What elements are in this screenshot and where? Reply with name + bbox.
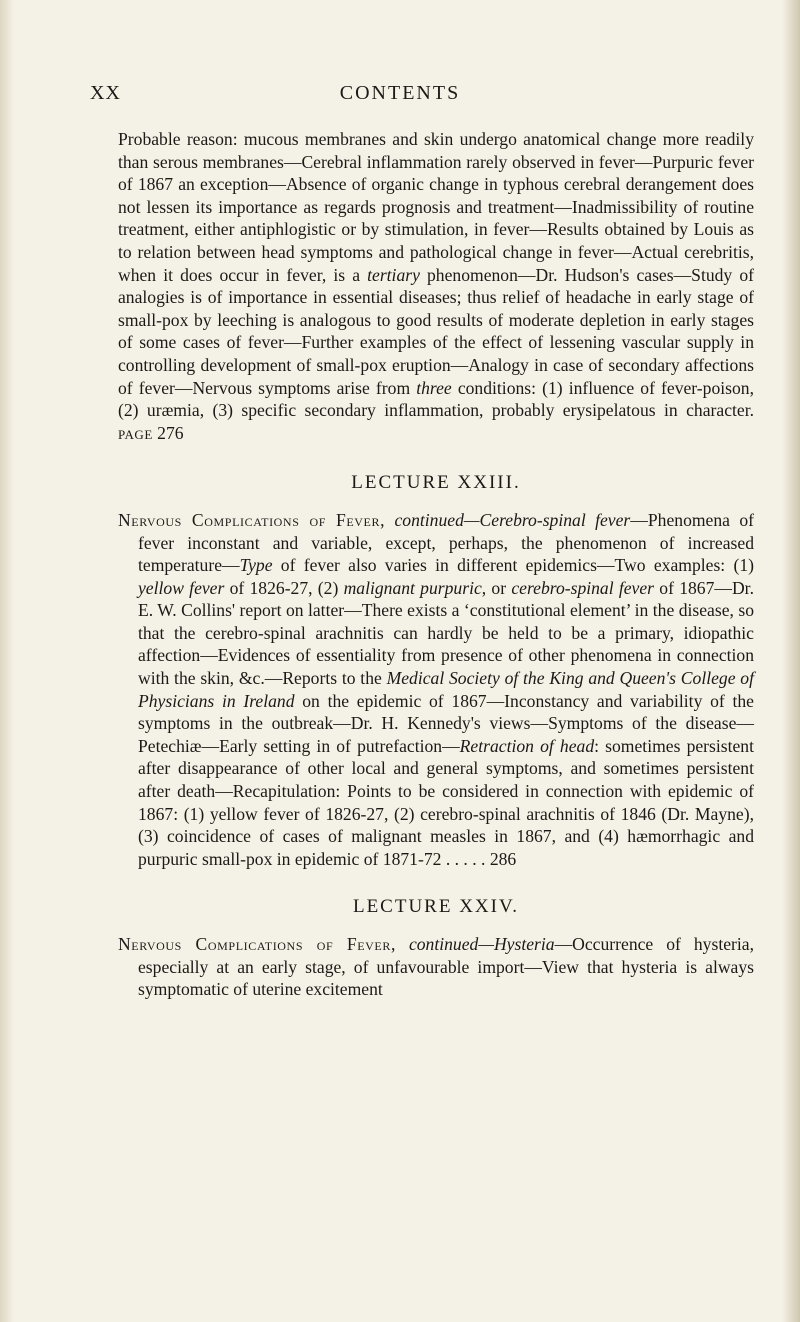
summary-text: —Occurrence of hysteria, especially at an early stage, of unfavourable import—View that hysteria is always symptomatic of uterine excitement [138,934,754,1000]
summary-text: —Phenomena of fever inconstant and variable, except, perhaps, the phenomenon of increased temperature— [138,509,754,576]
page-number: 276 [157,422,184,443]
contents-body [118,128,754,1001]
summary-text: of 1867—Dr. E. W. Collins' report on latter—There exists a ‘constitutional element’ in the disease, so that the cerebro-spinal arachnitis can hardly be held to be a primary, idiopathic affection—Evidences of essentiality from presence of other phenomena in connection with the skin, &c.—Reports to the [138,577,754,689]
lecture-summary [118,933,754,1001]
italic-term: tertiary [367,264,420,285]
italic-term: Retraction of head [459,735,595,756]
italic-term: Medical Society of the King and Queen's College of Physicians in Ireland [138,668,754,711]
paragraph-text: conditions: (1) influence of fever-poison, (2) uræmia, (3) specific secondary inflammation, probably erysipelatous in character. [118,377,754,421]
italic-term: cerebro-spinal fever [511,577,655,598]
italic-term: three [416,377,452,398]
summary-text: : sometimes persistent after disappearance of other local and general symptoms, and sometimes persistent after death—Recapitulation: Points to be considered in connection with epidemic of 1867: (1) yellow fever of 1826-27, (2) cerebro-spinal arachnitis of 1846 (Dr. Mayne), (3) coincidence of cases of malignant measles in 1867, and (4) hæmorrhagic and purpuric small-pox in epidemic of 1871-72 [138,735,754,869]
page-number: 286 [489,848,517,869]
lecture-summary [118,509,754,871]
folio-number: XX [90,82,121,104]
paragraph-text: Probable reason: mucous membranes and skin undergo anatomical change more readily than serous membranes—Cerebral inflammation rarely observed in fever—Purpuric fever of 1867 an exception—Absence of organic change in typhous cerebral derangement does not lessen its importance as regards prognosis and treatment—Inadmissibility of routine treatment, either antiphlogistic or by stimulation, in fever—Results obtained by Louis as to relation between head symptoms and pathological change in fever—Actual cerebritis, when it does occur in fever, is a [118,129,754,285]
lecture-heading: Nervous Complications of Fever, [118,509,386,530]
lecture-title: LECTURE XXIII. [351,472,521,494]
italic-term: malignant purpuric [343,577,482,598]
italic-term: yellow fever [138,577,225,598]
running-head: CONTENTS [339,82,461,104]
page-edge-right [782,0,800,1322]
summary-text: on the epidemic of 1867—Inconstancy and variability of the symptoms in the outbreak—Dr. H. Kennedy's views—Symptoms of the disease—Petechiæ—Early setting in of putrefaction— [138,690,754,756]
lecture-heading-italic: continued—Cerebro-spinal fever [394,509,631,530]
page-label: PAGE [118,426,153,442]
contents-paragraph [118,128,754,446]
summary-text: , or [481,577,512,598]
lecture-title: LECTURE XXIV. [352,896,520,918]
lecture-heading-italic: continued—Hysteria [408,934,555,954]
summary-text: of fever also varies in different epidemics—Two examples: (1) [272,555,754,576]
paragraph-text: phenomenon—Dr. Hudson's cases—Study of analogies is of importance in essential diseases; thus relief of headache in early stage of small-pox by leeching is analogous to good results of moderate depletion in early stages of some cases of fever—Further examples of the effect of lessening vascular supply in controlling development of small-pox eruption—Analogy in case of secondary affections of fever—Nervous symptoms arise from [118,264,754,398]
italic-term: Type [239,555,273,576]
page-edge-left [0,0,14,1322]
page-header [90,82,710,112]
lecture-heading: Nervous Complications of Fever, [118,934,396,954]
summary-text: of 1826-27, (2) [224,577,344,598]
dot-leaders: . . . . . [441,848,486,869]
